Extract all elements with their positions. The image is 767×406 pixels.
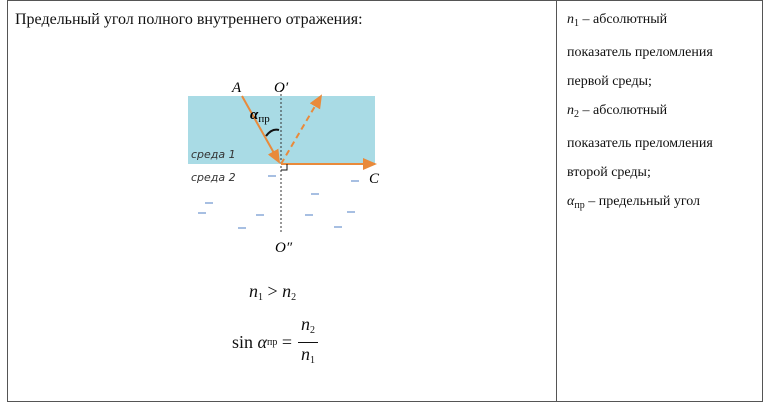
definitions (567, 5, 757, 220)
fraction (298, 313, 318, 372)
label-c: C (369, 171, 380, 187)
def-n1: $n_1$ – абсолютный (567, 12, 668, 29)
def-n2: $n_2$ – абсолютный (567, 103, 668, 120)
label-o-bottom: O″ (275, 240, 293, 256)
medium2-label: среда 2 (191, 171, 236, 184)
def-n2-line2: показатель преломления (567, 136, 713, 151)
def-alpha: $\alpha_{пр}$ – предельный угол (567, 194, 701, 211)
fraction-denominator: $n_1$ (300, 344, 315, 366)
heading: Предельный угол полного внутреннего отражения: (15, 11, 363, 28)
def-n2-line3: второй среды; (567, 165, 651, 180)
inequality-formula: $n_1 > n_2$ (249, 281, 297, 303)
angle-alpha: α (250, 107, 259, 123)
total-reflection-diagram (180, 76, 395, 256)
fraction-numerator: $n_2$ (298, 313, 318, 343)
angle-sub: пр (258, 113, 270, 125)
sine-formula: sin α пр = $\frac{n_2}{n_1}$ (232, 313, 318, 372)
label-o-top: O′ (274, 80, 289, 96)
def-n1-line2: показатель преломления (567, 45, 713, 60)
medium1-label: среда 1 (191, 148, 236, 161)
label-a: A (232, 80, 242, 96)
def-n1-line3: первой среды; (567, 74, 652, 89)
